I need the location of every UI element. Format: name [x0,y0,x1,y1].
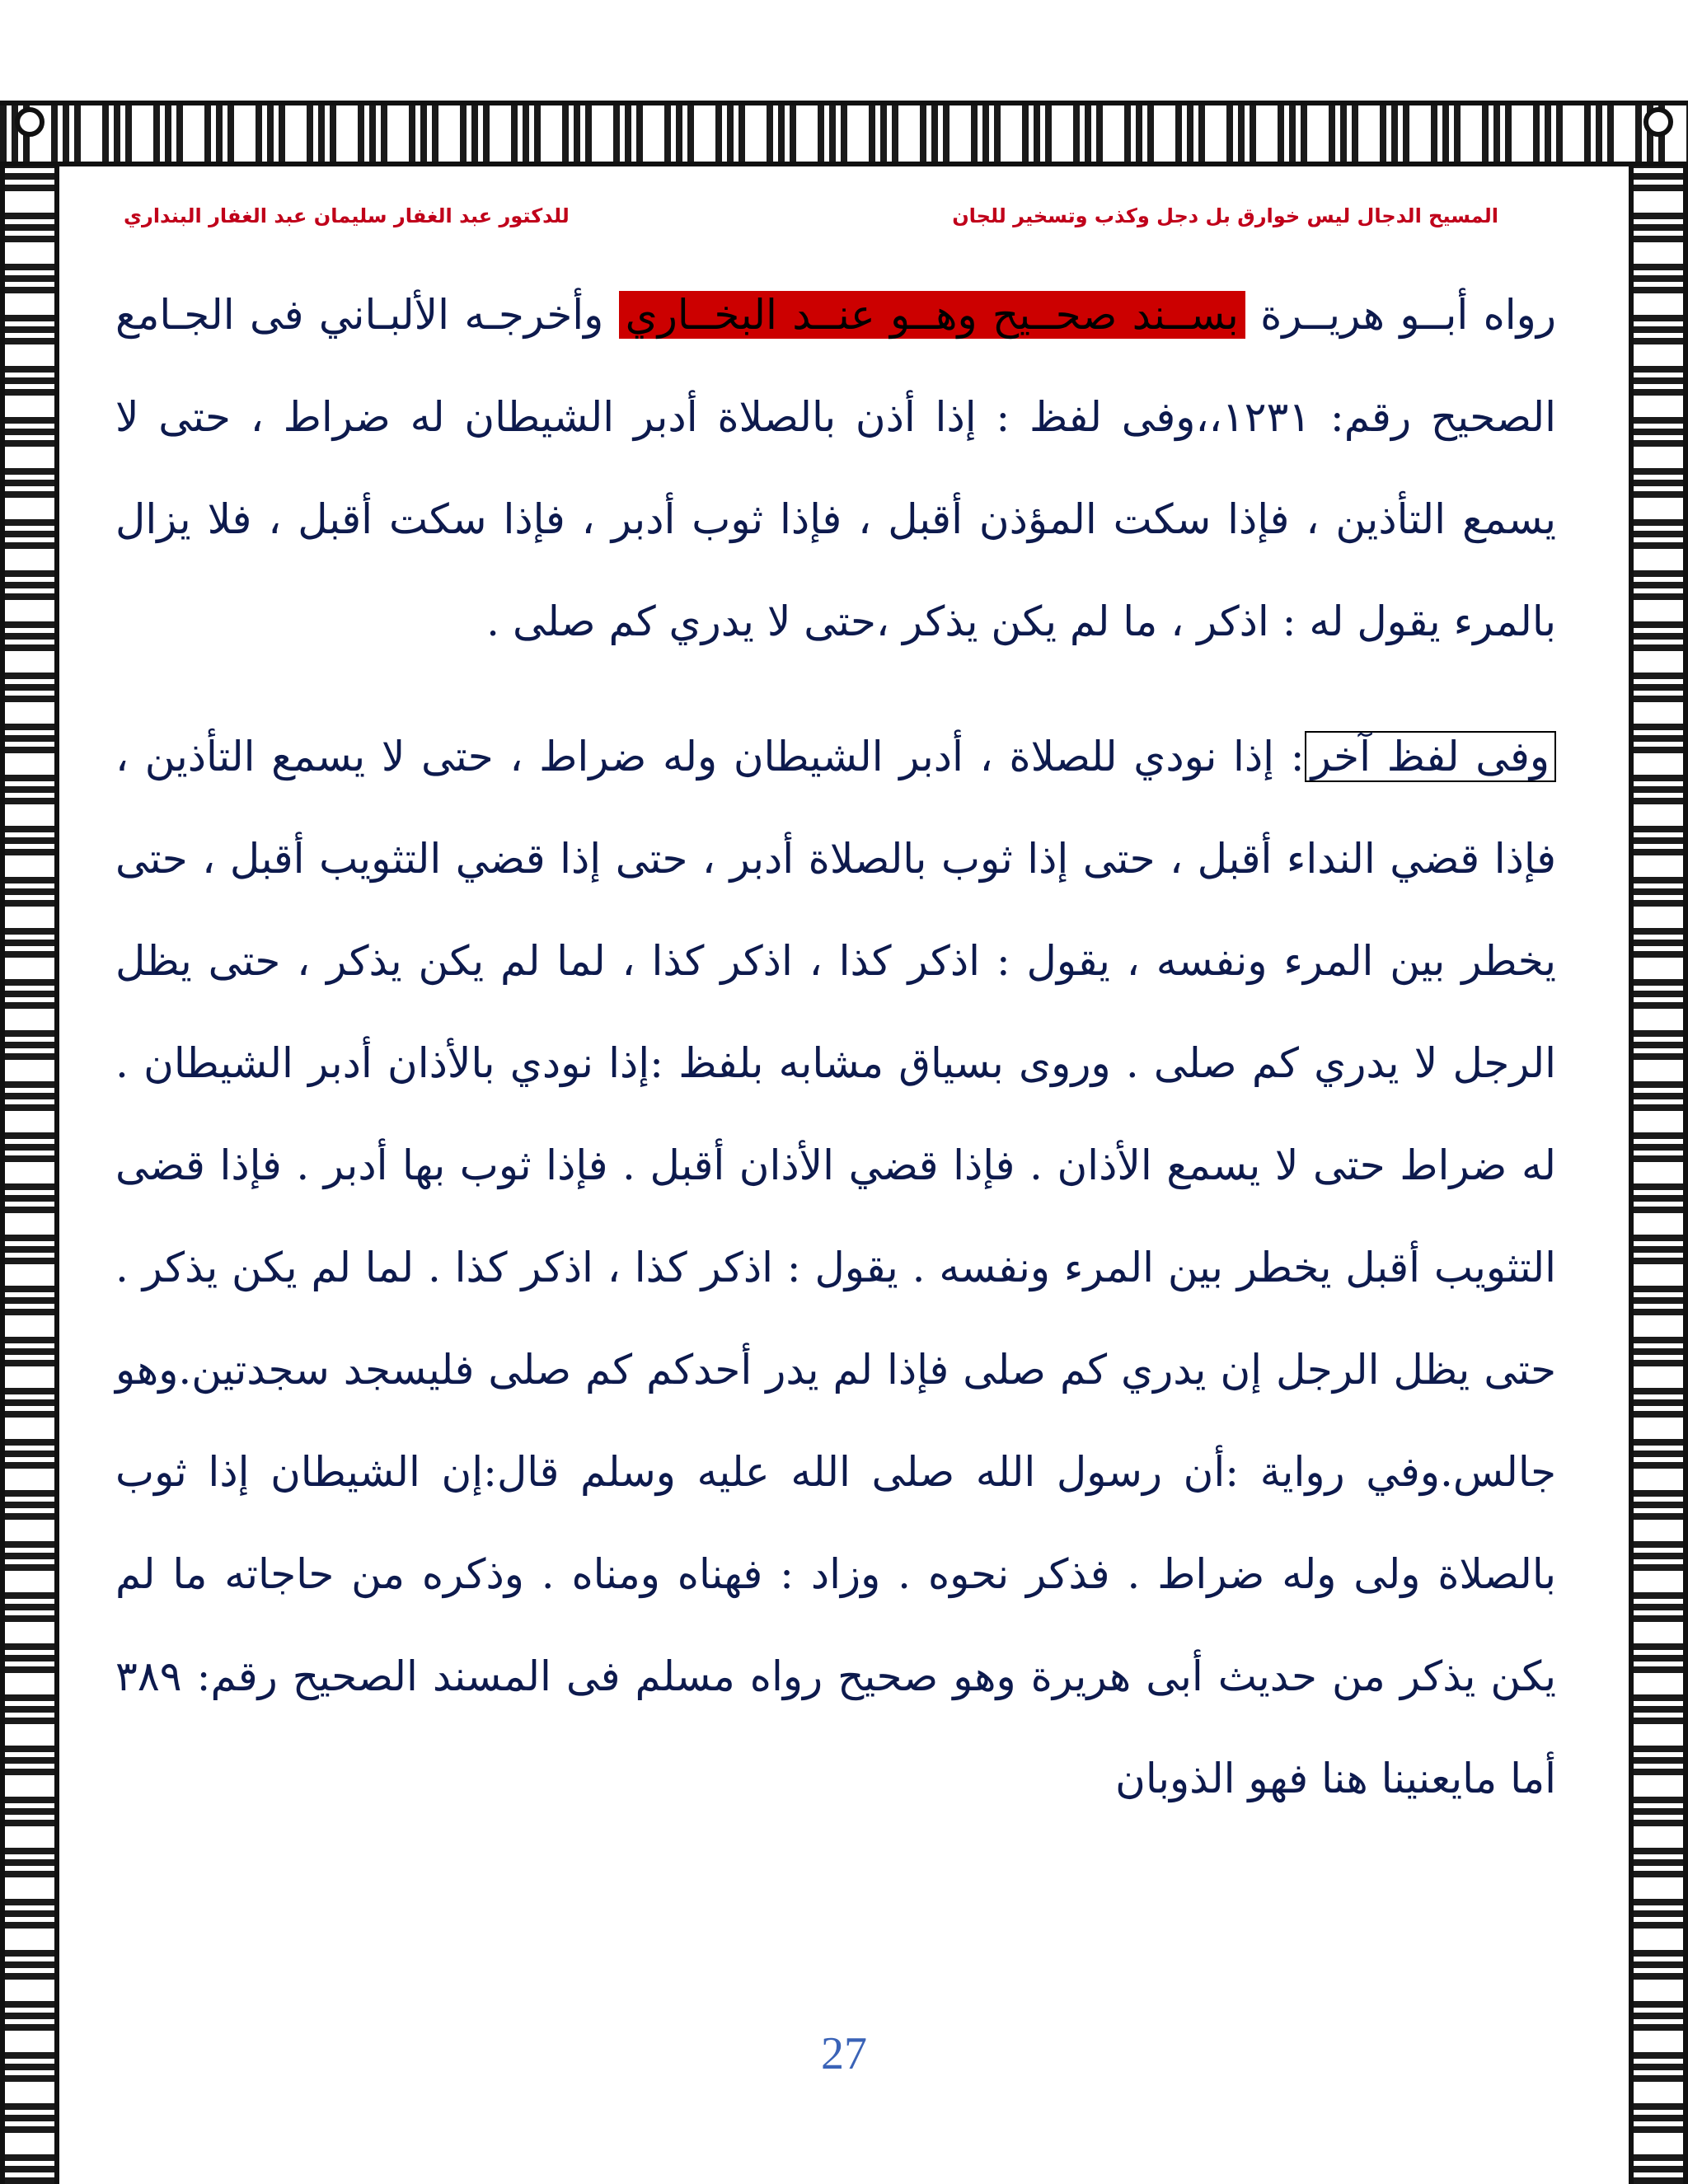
greek-key-border-right [1629,166,1688,2184]
paragraph-1-intro: رواه أبــو هريــرة [1245,291,1556,339]
paragraph-1-text: وأخرجـه الألبـاني فى الجـامع الصحيح رقم: ١٢٣١،،وفى لفظ : إذا أذن بالصلاة أدبر الشيطان له ضراط ، حتى لا يسمع التأذين ، فإذا سكت المؤذن أقبل ، فإذا ثوب أدبر ، فإذا سكت أقبل ، فلا يزال بالمرء يقول له : اذكر ، ما لم يكن يذكر ،حتى لا يدري كم صلى . [115,291,1556,645]
paragraph-2 [115,705,1556,1830]
page-number: 27 [821,2028,867,2079]
boxed-phrase: وفى لفظ آخر [1305,731,1556,782]
running-header [107,204,1581,237]
paragraph-1 [115,264,1556,673]
corner-ornament-left [15,107,45,137]
greek-key-border-top [0,101,1688,166]
greek-key-border-left [0,166,59,2184]
header-author: للدكتور عبد الغفار سليمان عبد الغفار البنداري [124,204,570,227]
page-body [115,264,1556,1830]
paragraph-2-text: : إذا نودي للصلاة ، أدبر الشيطان وله ضراط ، حتى لا يسمع التأذين ، فإذا قضي النداء أقبل ، حتى إذا ثوب بالصلاة أدبر ، حتى إذا قضي التثويب أقبل ، حتى يخطر بين المرء ونفسه ، يقول : اذكر كذا ، اذكر كذا ، لما لم يكن يذكر ، حتى يظل الرجل لا يدري كم صلى . وروى بسياق مشابه بلفظ :إذا نودي بالأذان أدبر الشيطان . له ضراط حتى لا يسمع الأذان . فإذا قضي الأذان أقبل . فإذا ثوب بها أدبر . فإذا قضى التثويب أقبل يخطر بين المرء ونفسه . يقول : اذكر كذا ، اذكر كذا . لما لم يكن يذكر . حتى يظل الرجل إن يدري كم صلى فإذا لم يدر أحدكم كم صلى فليسجد سجدتين.وهو جالس.وفي رواية :أن رسول الله صلى الله عليه وسلم قال:إن الشيطان إذا ثوب بالصلاة ولى وله ضراط . فذكر نحوه . وزاد : فهناه ومناه . وذكره من حاجاته ما لم يكن يذكر من حديث أبى هريرة وهو صحيح رواه مسلم فى المسند الصحيح رقم: ٣٨٩ أما مايعنينا هنا فهو الذوبان [115,733,1556,1802]
highlighted-phrase: بســند صحــيح وهــو عنــد البخــاري [619,291,1245,339]
header-book-title: المسيح الدجال ليس خوارق بل دجل وكذب وتسخير للجان [952,204,1498,227]
corner-ornament-right [1643,107,1673,137]
